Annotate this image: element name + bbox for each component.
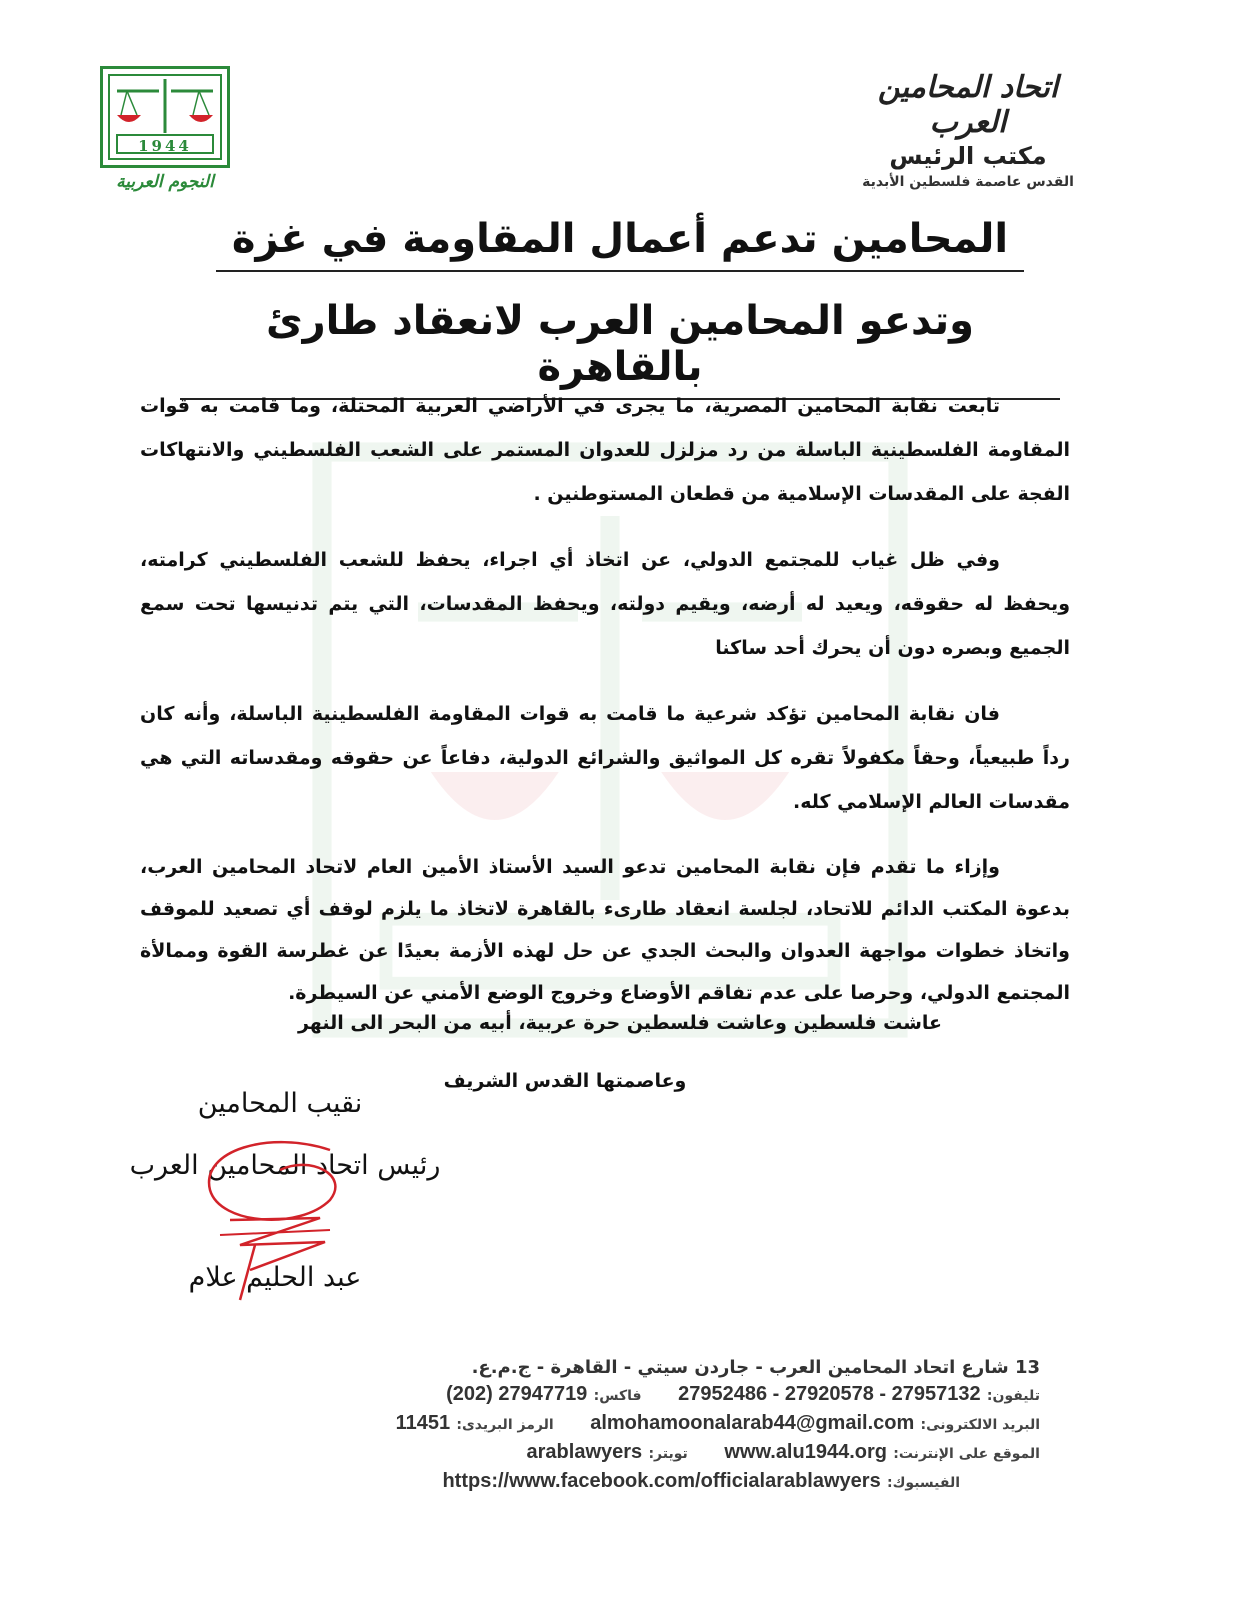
footer-email-row	[210, 1410, 1040, 1439]
signer-name: عبد الحليم علام	[188, 1262, 362, 1293]
paragraph-4: وإزاء ما تقدم فإن نقابة المحامين تدعو السيد الأستاذ الأمين العام لاتحاد المحامين العرب، بدعوة المكتب الدائم للاتحاد، لجلسة انعقاد طارىء بالقاهرة لاتخاذ ما يلزم لوقف أي تصعيد للموقف واتخاذ خطوات مواجهة العدوان والبحث الجدي عن حل لهذه الأزمة بعيدًا عن غطرسة القوة وممالأة المجتمع الدولي، وحرصا على عدم تفاقم الأوضاع وخروج الوضع الأمني عن السيطرة.	[140, 856, 1070, 1004]
email-link[interactable]: almohamoonalarab44@gmail.com	[590, 1412, 915, 1434]
letter-footer	[210, 1354, 1040, 1497]
signer-title-2: رئيس اتحاد المحامين العرب	[129, 1150, 441, 1181]
organization-logo	[100, 66, 230, 192]
logo-year: 1944	[138, 137, 192, 155]
office-name: مكتب الرئيس	[889, 142, 1047, 170]
twitter-label: تويتر:	[648, 1446, 688, 1462]
paragraph-1: تابعت نقابة المحامين المصرية، ما يجرى في الأراضي العربية المحتلة، وما قامت به قوات المقاومة الفلسطينية الباسلة من رد مزلزل للعدوان المستمر على الشعب الفلسطيني والانتهاكات الفجة على المقدسات الإسلامية من قطعان المستوطنين .	[140, 395, 1070, 505]
footer-facebook-row	[210, 1468, 1040, 1497]
facebook-link[interactable]: https://www.facebook.com/officialarablawyers	[442, 1470, 881, 1492]
title-line-2-text: وتدعو المحامين العرب لانعقاد طارئ بالقاهرة	[180, 298, 1060, 400]
website-link[interactable]: www.alu1944.org	[724, 1441, 887, 1463]
twitter-handle[interactable]: arablawyers	[526, 1441, 643, 1463]
closing-line-2: وعاصمتها القدس الشريف	[443, 1070, 687, 1092]
postal-code: 11451	[395, 1412, 451, 1434]
title-line-1	[180, 216, 1060, 272]
website-label: الموقع على الإنترنت:	[893, 1446, 1040, 1462]
paragraph-2: وفي ظل غياب للمجتمع الدولي، عن اتخاذ أي اجراء، يحفظ للشعب الفلسطيني كرامته، ويحفظ له حقوقه، ويعيد له أرضه، ويقيم دولته، ويحفظ المقدسات، التي يتم تدنيسها تحت سمع الجميع وبصره دون أن يحرك أحد ساكنا	[140, 549, 1070, 659]
title-line-1-text: المحامين تدعم أعمال المقاومة في غزة	[216, 216, 1024, 272]
handwritten-signature-icon	[180, 1130, 370, 1310]
footer-address: 13 شارع اتحاد المحامين العرب - جاردن سيتي - القاهرة - ج.م.ع.	[471, 1357, 1040, 1378]
org-name: اتحاد المحامين العرب	[877, 70, 1059, 140]
email-label: البريد الالكترونى:	[920, 1417, 1040, 1433]
footer-web-row	[210, 1439, 1040, 1468]
phone-numbers: 27952486 - 27920578 - 27957132	[678, 1383, 981, 1405]
letterhead	[838, 70, 1098, 190]
letter-body	[140, 384, 1070, 1036]
signer-title-1: نقيب المحامين	[197, 1088, 363, 1119]
fax-number: (202) 27947719	[446, 1383, 588, 1405]
phone-label: تليفون:	[986, 1388, 1040, 1404]
fax-label: فاكس:	[593, 1388, 642, 1404]
facebook-label: الفيسبوك:	[886, 1475, 960, 1491]
paragraph-3: فان نقابة المحامين تؤكد شرعية ما قامت به قوات المقاومة الفلسطينية الباسلة، وأنه كان رداً طبيعياً، وحقاً مكفولاً تقره كل المواثيق والشرائع الدولية، دفاعاً عن حقوقه ومقدساته التي هي مقدسات العالم الإسلامي كله.	[140, 703, 1070, 813]
city-line: القدس عاصمة فلسطين الأبدية	[862, 174, 1074, 190]
postal-label: الرمز البريدى:	[456, 1417, 554, 1433]
closing-line-1: عاشت فلسطين وعاشت فلسطين حرة عربية، أبيه من البحر الى النهر	[297, 1012, 943, 1034]
scales-logo-icon	[100, 66, 230, 168]
footer-phones-row	[210, 1381, 1040, 1410]
logo-caption: النجوم العربية	[116, 172, 214, 192]
